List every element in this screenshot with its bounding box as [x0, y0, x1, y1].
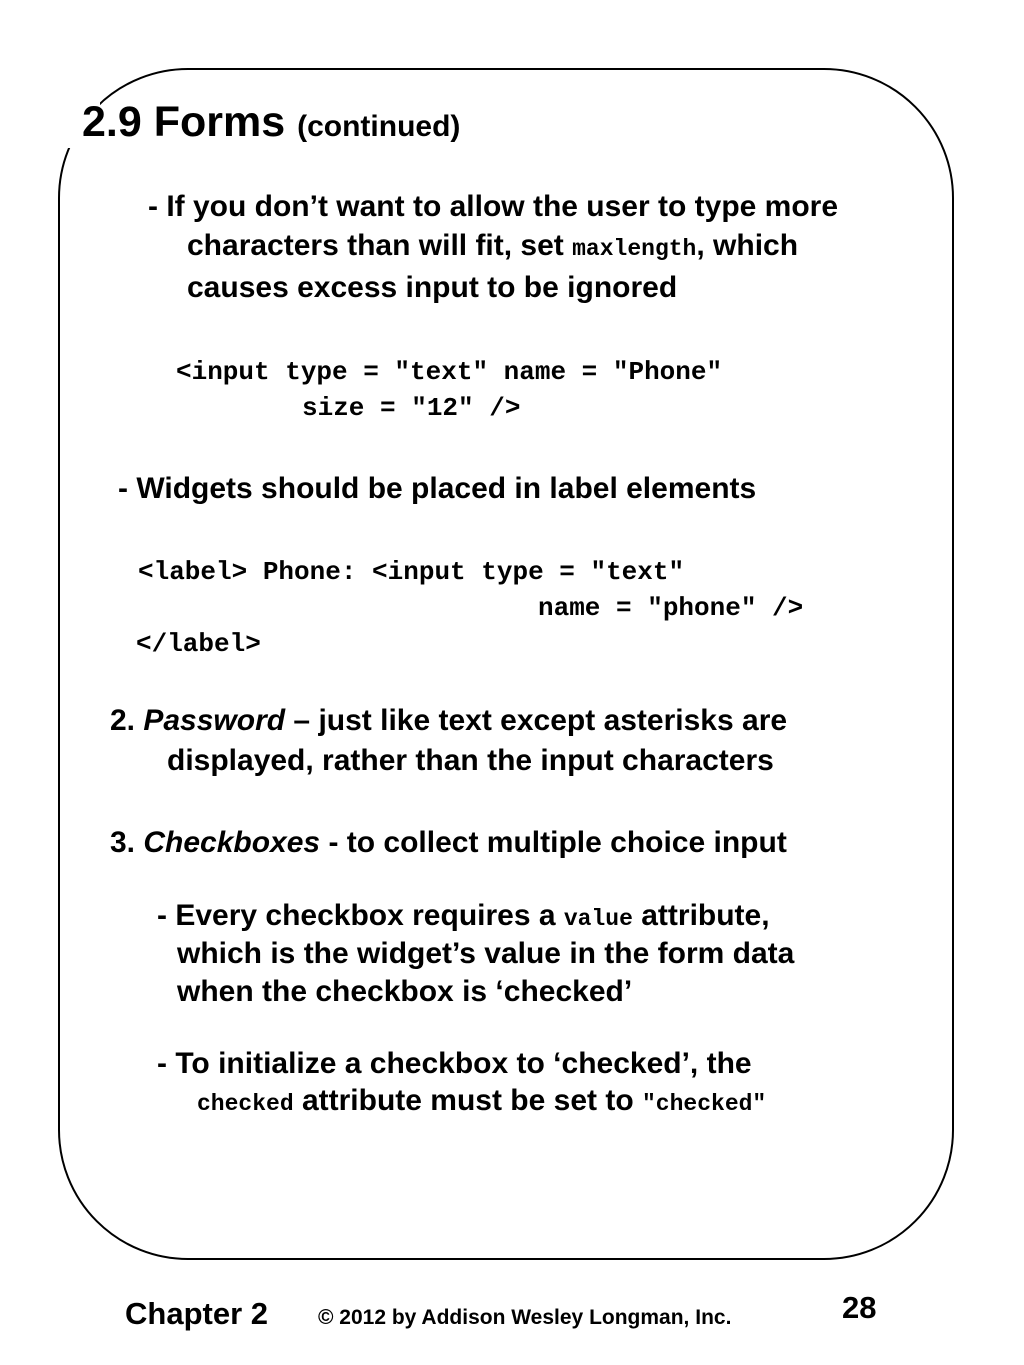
bullet-maxlength-line2: characters than will fit, set maxlength, which	[187, 229, 799, 262]
slide-title: 2.9 Forms (continued)	[82, 98, 461, 146]
bullet-maxlength-line1: - If you don’t want to allow the user to type more	[148, 190, 839, 223]
code-label-line1: <label> Phone: <input type = "text"	[138, 557, 685, 587]
term-password: Password	[143, 704, 286, 737]
item-checkboxes: 3. Checkboxes - to collect multiple choice input	[110, 826, 787, 859]
code-label-line3: </label>	[136, 629, 261, 659]
code-checked: checked	[197, 1091, 294, 1117]
item-password-line2: displayed, rather than the input characters	[167, 744, 774, 777]
bullet-widgets-label: - Widgets should be placed in label elements	[118, 472, 757, 505]
code-input-line2: size = "12" />	[302, 393, 521, 423]
bullet-checked-line1: - To initialize a checkbox to ‘checked’, the	[157, 1047, 752, 1080]
item-password-line1: 2. Password – just like text except asterisks are	[110, 704, 788, 737]
code-maxlength: maxlength	[572, 236, 697, 262]
term-checkboxes: Checkboxes	[143, 826, 321, 859]
code-checked-value: "checked"	[642, 1091, 767, 1117]
bullet-value-line2: which is the widget’s value in the form data	[177, 937, 795, 970]
code-value: value	[563, 906, 633, 932]
page-number: 28	[842, 1290, 877, 1325]
bullet-maxlength-line3: causes excess input to be ignored	[187, 271, 678, 304]
footer-copyright: © 2012 by Addison Wesley Longman, Inc.	[318, 1306, 732, 1329]
code-input-line1: <input type = "text" name = "Phone"	[176, 357, 723, 387]
bullet-value-line1: - Every checkbox requires a value attribute,	[157, 899, 770, 932]
bullet-value-line3: when the checkbox is ‘checked’	[177, 975, 633, 1008]
bullet-checked-line2: checked attribute must be set to "checked"	[197, 1084, 767, 1117]
title-continued: (continued)	[297, 110, 461, 143]
code-label-line2: name = "phone" />	[538, 593, 804, 623]
footer-chapter: Chapter 2	[125, 1296, 268, 1331]
